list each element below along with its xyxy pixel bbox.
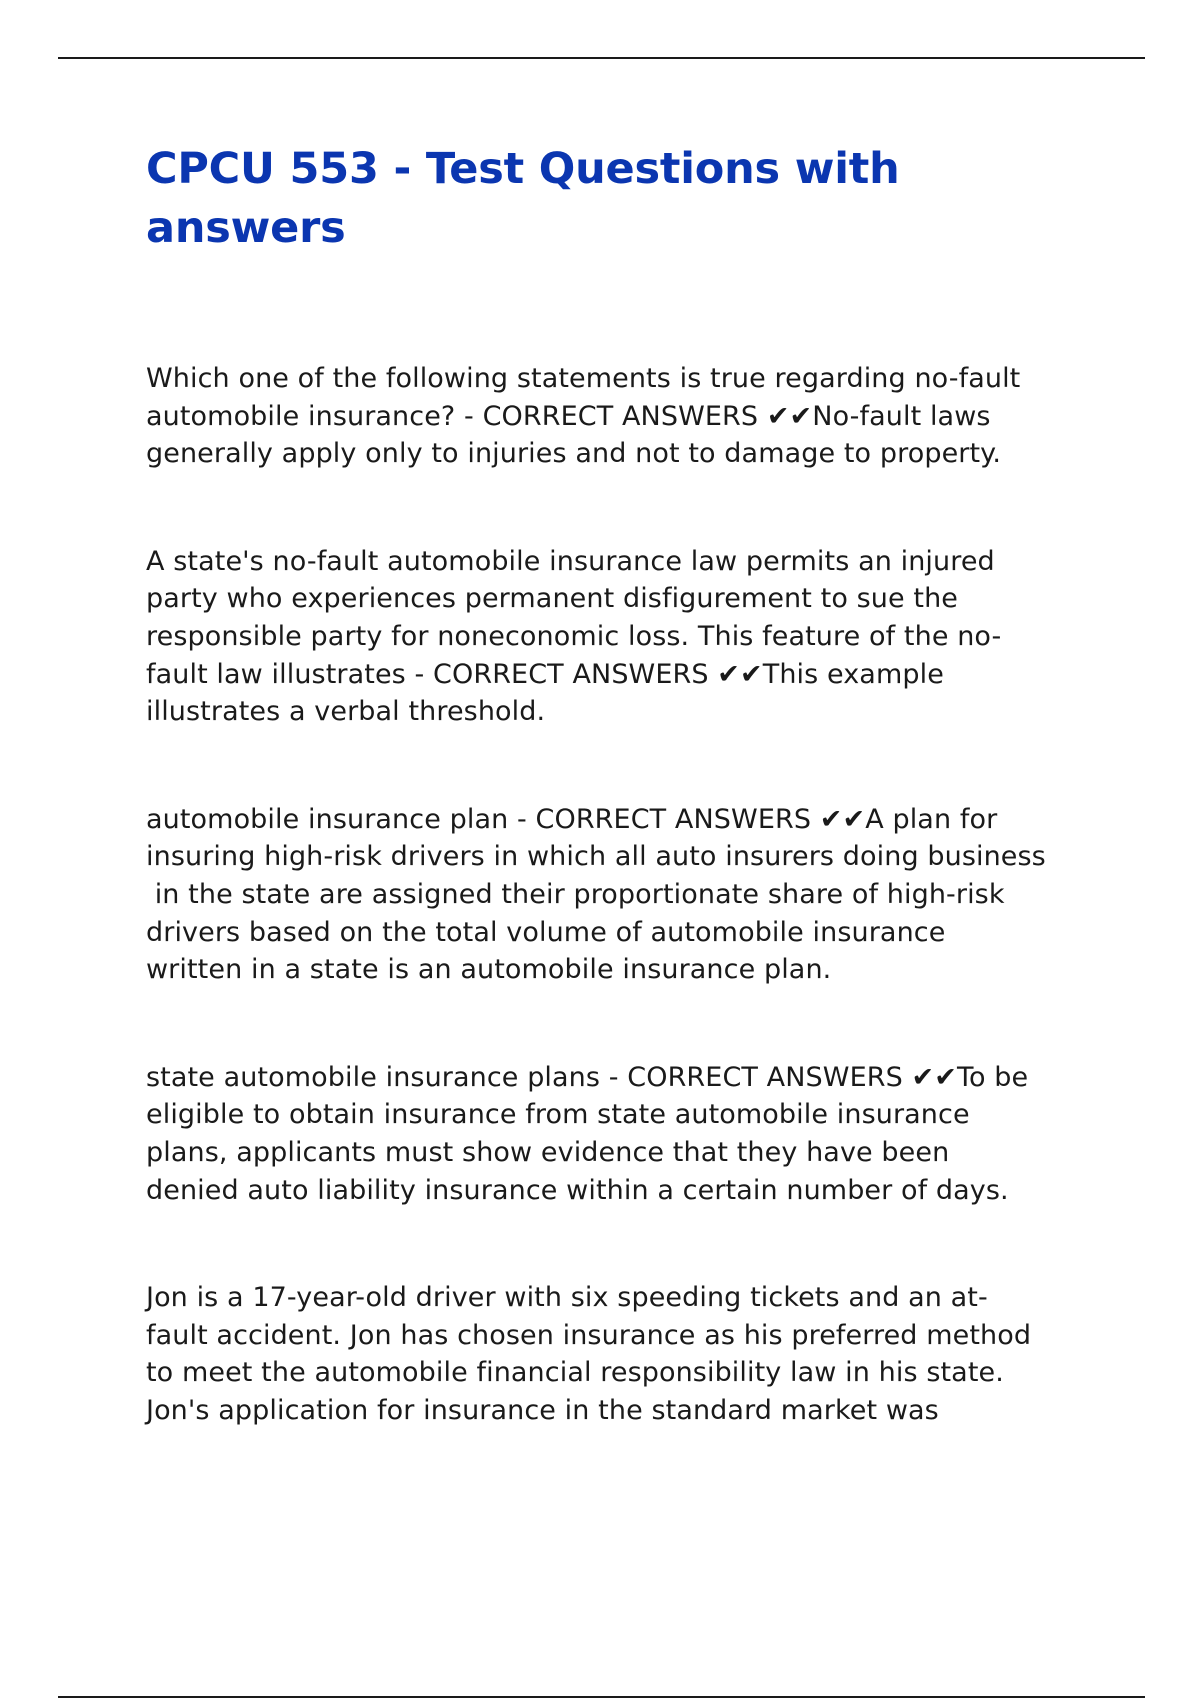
qa-item: Jon is a 17-year-old driver with six speeding tickets and an at- fault accident. Jon has chosen insurance as his preferred method to meet the automobile financial responsibility law in his state. Jon's application for insurance in the standard market was [146,1282,1032,1426]
bottom-divider [58,1696,1145,1698]
qa-list [146,360,1106,1429]
qa-item: Which one of the following statements is true regarding no-fault automobile insurance? - CORRECT ANSWERS ✔✔No-fault laws generally apply only to injuries and not to damage to property. [146,363,1021,470]
qa-item: A state's no-fault automobile insurance law permits an injured party who experiences permanent disfigurement to sue the responsible party for noneconomic loss. This feature of the no- fault law illustrates - CORRECT ANSWERS ✔✔This example illustrates a verbal threshold. [146,545,1002,728]
top-divider [58,57,1145,59]
qa-item: state automobile insurance plans - CORRECT ANSWERS ✔✔To be eligible to obtain insurance from state automobile insurance plans, applicants must show evidence that they have been denied auto liability insurance within a certain number of days. [146,1061,1029,1206]
document-body [146,140,1106,1499]
qa-item: automobile insurance plan - CORRECT ANSWERS ✔✔A plan for insuring high-risk drivers in which all auto insurers doing business in the state are assigned their proportionate share of high-risk drivers based on the total volume of automobile insurance written in a state is an automobile insurance plan. [146,803,1046,986]
document-title: CPCU 553 - Test Questions with answers [146,144,900,253]
